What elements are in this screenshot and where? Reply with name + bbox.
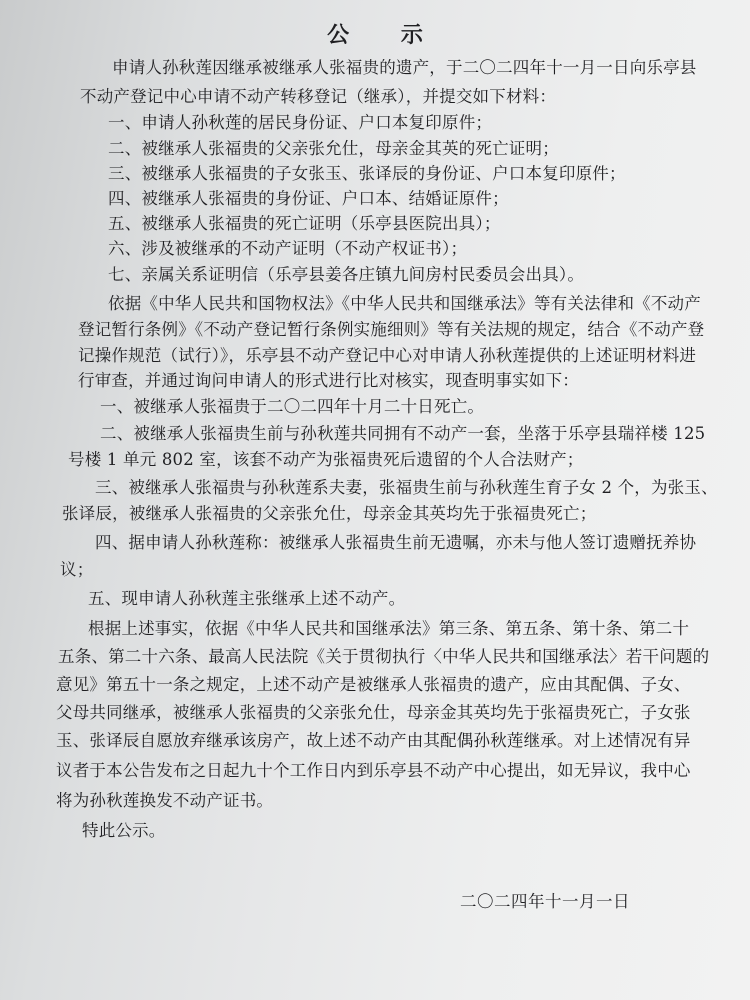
text-line: 一、申请人孙秋莲的居民身份证、户口本复印原件； bbox=[108, 113, 493, 132]
text-line: 玉、张译辰自愿放弃继承该房产，故上述不动产由其配偶孙秋莲继承。对上述情况有异 bbox=[56, 731, 691, 750]
text-line: 记操作规范（试行）》，乐亭县不动产登记中心对申请人孙秋莲提供的上述证明材料进 bbox=[78, 346, 697, 365]
text-line: 父母共同继承，被继承人张福贵的父亲张允仕，母亲金其英均先于张福贵死亡，子女张 bbox=[56, 703, 691, 722]
text-line: 四、被继承人张福贵的身份证、户口本、结婚证原件； bbox=[108, 189, 509, 208]
text-line: 不动产登记中心申请不动产转移登记（继承），并提交如下材料： bbox=[80, 87, 557, 106]
text-line: 五、被继承人张福贵的死亡证明（乐亭县医院出具）； bbox=[108, 214, 501, 233]
text-line: 登记暂行条例》《不动产登记暂行条例实施细则》等有关法规的规定，结合《不动产登 bbox=[78, 320, 705, 339]
notice-title: 公 示 bbox=[327, 22, 445, 48]
text-line: 三、被继承人张福贵的子女张玉、张译辰的身份证、户口本复印原件； bbox=[108, 164, 626, 183]
text-line: 七、亲属关系证明信（乐亭县姜各庄镇九间房村民委员会出具）。 bbox=[108, 265, 585, 284]
text-line: 特此公示。 bbox=[82, 821, 166, 840]
text-line: 号楼 1 单元 802 室，该套不动产为张福贵死后遗留的个人合法财产； bbox=[68, 450, 584, 469]
notice-date: 二〇二四年十一月一日 bbox=[460, 892, 630, 911]
text-line: 一、被继承人张福贵于二〇二四年十月二十日死亡。 bbox=[100, 397, 485, 416]
text-line: 根据上述事实，依据《中华人民共和国继承法》第三条、第五条、第十条、第二十 bbox=[88, 619, 690, 638]
text-line: 意见》第五十一条之规定，上述不动产是被继承人张福贵的遗产，应由其配偶、子女、 bbox=[56, 675, 691, 694]
text-line: 六、涉及被继承的不动产证明（不动产权证书）； bbox=[108, 239, 468, 258]
text-line: 四、据申请人孙秋莲称：被继承人张福贵生前无遗嘱，亦未与他人签订遗赠抚养协 bbox=[95, 533, 697, 552]
text-line: 二、被继承人张福贵的父亲张允仕，母亲金其英的死亡证明； bbox=[108, 139, 559, 158]
text-line: 行审查，并通过询问申请人的形式进行比对核实，现查明事实如下： bbox=[78, 371, 579, 390]
text-line: 依据《中华人民共和国物权法》《中华人民共和国继承法》等有关法律和《不动产 bbox=[108, 294, 701, 313]
text-line: 五、现申请人孙秋莲主张继承上述不动产。 bbox=[88, 589, 406, 608]
text-line: 将为孙秋莲换发不动产证书。 bbox=[56, 791, 274, 810]
text-line: 议者于本公告发布之日起九十个工作日内到乐亭县不动产中心提出，如无异议，我中心 bbox=[56, 761, 691, 780]
text-line: 二、被继承人张福贵生前与孙秋莲共同拥有不动产一套，坐落于乐亭县瑞祥楼 125 bbox=[100, 424, 706, 443]
text-line: 议； bbox=[60, 560, 94, 579]
text-line: 三、被继承人张福贵与孙秋莲系夫妻，张福贵生前与孙秋莲生育子女 2 个，为张玉、 bbox=[95, 478, 718, 497]
text-line: 张译辰，被继承人张福贵的父亲张允仕，母亲金其英均先于张福贵死亡； bbox=[62, 504, 597, 523]
text-line: 申请人孙秋莲因继承被继承人张福贵的遗产，于二〇二四年十一月一日向乐亭县 bbox=[112, 58, 697, 77]
text-line: 五条、第二十六条、最高人民法院《关于贯彻执行〈中华人民共和国继承法〉若干问题的 bbox=[58, 647, 710, 666]
